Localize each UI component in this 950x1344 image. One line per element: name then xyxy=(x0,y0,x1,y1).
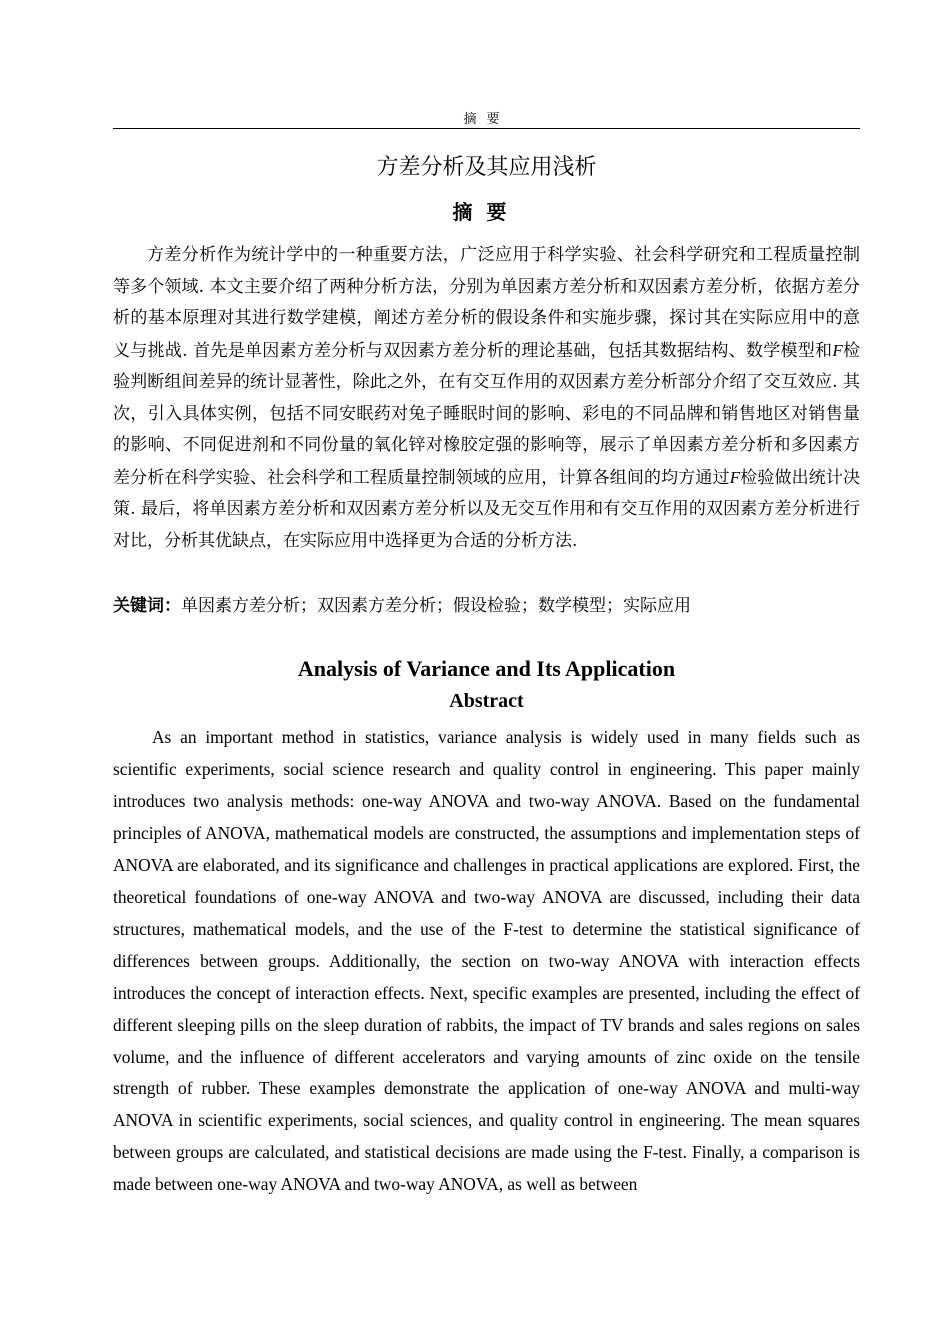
chinese-abstract-heading: 摘要 xyxy=(452,200,521,224)
english-abstract-body: As an important method in statistics, variance analysis is widely used in many fields such as scientific experiments, social science research and quality control in engineering. This paper mainly introduces two analysis methods: one-way ANOVA and two-way ANOVA. Based on the fundamental principles of ANOVA, mathematical models are constructed, the assumptions and implementation steps of ANOVA are elaborated, and its significance and challenges in practical applications are explored. First, the theoretical foundations of one-way ANOVA and two-way ANOVA are discussed, including their data structures, mathematical models, and the use of the F-test to determine the statistical significance of differences between groups. Additionally, the section on two-way ANOVA with interaction effects introduces the concept of interaction effects. Next, specific examples are presented, including the effect of different sleeping pills on the sleep duration of rabbits, the impact of TV brands and sales regions on sales volume, and the influence of different accelerators and varying amounts of zinc oxide on the tensile strength of rubber. These examples demonstrate the application of one-way ANOVA and multi-way ANOVA in scientific experiments, social sciences, and quality control in engineering. The mean squares between groups are calculated, and statistical decisions are made using the F-test. Finally, a comparison is made between one-way ANOVA and two-way ANOVA, as well as between xyxy=(113,727,860,1195)
header-rule xyxy=(113,128,860,129)
chinese-abstract-text-2: 检验判断组间差异的统计显著性，除此之外，在有交互作用的双因素方差分析部分介绍了交互效应. 其次，引入具体实例，包括不同安眠药对兔子睡眠时间的影响、彩电的不同品牌和销售地区对销售量的影响、不同促进剂和不同份量的氧化锌对橡胶定强的影响等，展示了单因素方差分析和多因素方差分析在科学实验、社会科学和工程质量控制领域的应用，计算各组间的均方通过 xyxy=(113,340,860,488)
chinese-abstract-text-1: 方差分析作为统计学中的一种重要方法，广泛应用于科学实验、社会科学研究和工程质量控制等多个领域. 本文主要介绍了两种分析方法，分别为单因素方差分析和双因素方差分析，依据方差分析的基本原理对其进行数学建模，阐述方差分析的假设条件和实施步骤，探讨其在实际应用中的意义与挑战. 首先是单因素方差分析与双因素方差分析的理论基础，包括其数据结构、数学模型和 xyxy=(113,245,860,361)
running-header: 摘要 xyxy=(463,112,510,127)
chinese-title: 方差分析及其应用浅析 xyxy=(376,155,597,180)
chinese-keywords xyxy=(113,591,860,622)
chinese-abstract-body xyxy=(113,240,860,557)
f-symbol: F xyxy=(832,340,843,360)
keywords-text: 单因素方差分析；双因素方差分析；假设检验；数学模型；实际应用 xyxy=(181,596,691,616)
english-title: Analysis of Variance and Its Application xyxy=(297,656,676,681)
keywords-label: 关键词： xyxy=(113,596,181,616)
english-abstract-heading: Abstract xyxy=(449,690,524,712)
f-symbol: F xyxy=(729,467,741,487)
chinese-abstract-text-3: 检验做出统计决策. 最后，将单因素方差分析和双因素方差分析以及无交互作用和有交互作用的双因素方差分析进行对比，分析其优缺点，在实际应用中选择更为合适的分析方法. xyxy=(113,467,861,551)
